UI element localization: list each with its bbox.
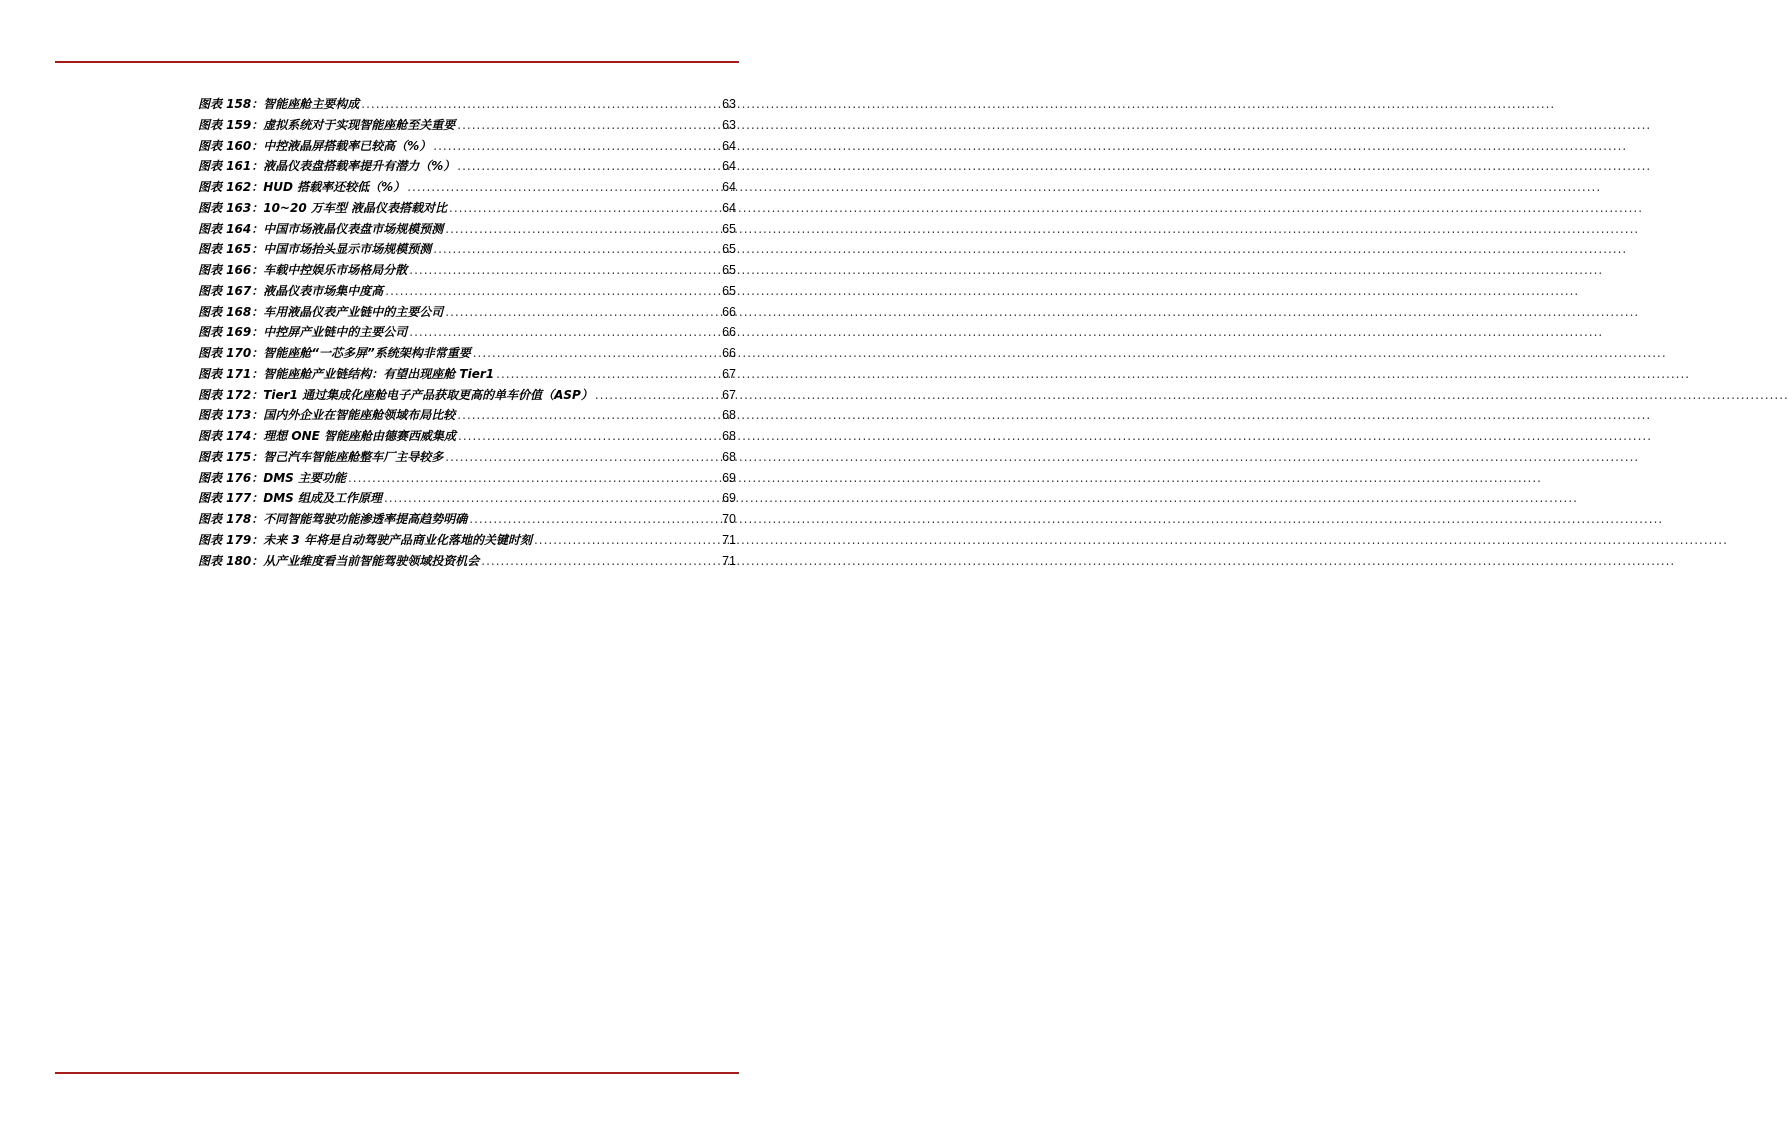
figure-number: 图表 161：	[198, 159, 264, 174]
page-number: 66	[722, 325, 736, 340]
figure-title: Tier1 通过集成化座舱电子产品获取更高的单车价值（ASP）	[263, 387, 593, 402]
toc-entry[interactable]	[198, 116, 736, 137]
figure-number: 图表 171：	[198, 366, 264, 381]
dot-leader	[496, 367, 720, 381]
figure-number: 图表 177：	[198, 491, 264, 506]
page-number: 69	[722, 491, 736, 506]
figure-title: 10~20 万车型 液晶仪表搭载对比	[263, 200, 448, 215]
toc-entry[interactable]	[198, 552, 736, 573]
page-number: 71	[722, 553, 736, 568]
dot-leader	[433, 139, 720, 153]
page-number: 63	[722, 97, 736, 111]
dot-leader	[457, 118, 720, 132]
figure-title: 车载中控娱乐市场格局分散	[263, 263, 408, 277]
page-number: 66	[722, 304, 736, 319]
dot-leader	[361, 97, 720, 111]
header-rule	[55, 61, 739, 63]
page-number: 67	[722, 366, 736, 381]
dot-leader	[481, 554, 720, 568]
figure-title: 中国市场液晶仪表盘市场规模预测	[263, 221, 444, 236]
page-number: 65	[722, 221, 736, 236]
figure-title: 智能座舱“一芯多屏”系统架构非常重要	[263, 346, 471, 360]
toc-entry[interactable]	[198, 199, 736, 220]
figure-number: 图表 166：	[198, 263, 264, 277]
figure-title: HUD 搭载率还较低（%）	[263, 180, 406, 194]
figure-title: 智己汽车智能座舱整车厂主导较多	[263, 449, 444, 464]
figure-title: 虚拟系统对于实现智能座舱至关重要	[263, 117, 456, 132]
page-number: 68	[722, 408, 736, 423]
figure-title: 从产业维度看当前智能驾驶领域投资机会	[263, 553, 480, 568]
figure-number: 图表 165：	[198, 242, 264, 257]
toc-entry[interactable]	[198, 531, 736, 552]
page-number: 65	[722, 263, 736, 277]
dot-leader	[445, 222, 720, 236]
figure-title: 中国市场抬头显示市场规模预测	[263, 242, 432, 257]
dot-leader	[473, 346, 720, 360]
figure-number: 图表 167：	[198, 283, 264, 298]
dot-leader	[384, 491, 720, 505]
toc-entry[interactable]	[198, 406, 736, 427]
dot-leader	[595, 388, 720, 402]
page-number: 68	[722, 449, 736, 464]
figure-number: 图表 160：	[198, 138, 264, 153]
toc-entry[interactable]	[198, 178, 736, 199]
dot-leader	[457, 408, 720, 422]
figure-number: 图表 159：	[198, 117, 264, 132]
figure-number: 图表 162：	[198, 180, 264, 194]
figure-number: 图表 164：	[198, 221, 264, 236]
page-number: 64	[722, 180, 736, 194]
dot-leader	[433, 242, 720, 256]
dot-leader	[457, 159, 720, 173]
toc-entry[interactable]	[198, 95, 736, 116]
page-number: 69	[722, 470, 736, 485]
page-number: 64	[722, 138, 736, 153]
figure-number: 图表 178：	[198, 512, 264, 526]
toc-entry[interactable]	[198, 365, 736, 386]
figure-title: 智能座舱主要构成	[263, 97, 360, 111]
page-number: 70	[722, 512, 736, 526]
toc-entry[interactable]	[198, 510, 736, 531]
figure-title: 理想 ONE 智能座舱由德赛西威集成	[263, 429, 457, 443]
figure-index	[198, 95, 736, 572]
dot-leader	[409, 263, 720, 277]
figure-title: 智能座舱产业链结构：有望出现座舱 Tier1	[263, 366, 495, 381]
toc-entry[interactable]	[198, 344, 736, 365]
figure-title: DMS 组成及工作原理	[263, 491, 382, 506]
page-number: 65	[722, 283, 736, 298]
page-number: 66	[722, 346, 736, 360]
toc-entry[interactable]	[198, 240, 736, 261]
figure-title: 中控液晶屏搭载率已较高（%）	[263, 138, 432, 153]
dot-leader	[469, 512, 720, 526]
toc-entry[interactable]	[198, 489, 736, 510]
figure-number: 图表 169：	[198, 325, 264, 340]
dot-leader	[407, 180, 720, 194]
page-number: 67	[722, 387, 736, 402]
dot-leader	[534, 533, 720, 547]
toc-entry[interactable]	[198, 303, 736, 324]
figure-title: 未来 3 年将是自动驾驶产品商业化落地的关键时刻	[263, 532, 532, 547]
dot-leader	[445, 305, 720, 319]
page-number: 64	[722, 200, 736, 215]
figure-title: DMS 主要功能	[263, 470, 346, 485]
toc-entry[interactable]	[198, 157, 736, 178]
page-number: 64	[722, 159, 736, 174]
toc-entry[interactable]	[198, 137, 736, 158]
figure-number: 图表 158：	[198, 97, 264, 111]
dot-leader	[348, 471, 720, 485]
figure-title: 液晶仪表市场集中度高	[263, 283, 384, 298]
figure-title: 液晶仪表盘搭载率提升有潜力（%）	[263, 159, 456, 174]
figure-title: 中控屏产业链中的主要公司	[263, 325, 408, 340]
dot-leader	[409, 325, 720, 339]
dot-leader	[445, 450, 720, 464]
figure-title: 国内外企业在智能座舱领域布局比较	[263, 408, 456, 423]
figure-number: 图表 174：	[198, 429, 264, 443]
figure-number: 图表 173：	[198, 408, 264, 423]
dot-leader	[458, 429, 720, 443]
figure-number: 图表 180：	[198, 553, 264, 568]
figure-number: 图表 179：	[198, 532, 264, 547]
page-number: 71	[722, 532, 736, 547]
footer-rule	[55, 1072, 739, 1074]
figure-number: 图表 172：	[198, 387, 264, 402]
toc-entry[interactable]	[198, 282, 736, 303]
page-number: 63	[722, 117, 736, 132]
toc-entry[interactable]	[198, 261, 736, 282]
dot-leader	[385, 284, 720, 298]
toc-entry[interactable]	[198, 448, 736, 469]
figure-number: 图表 168：	[198, 304, 264, 319]
page-number: 68	[722, 429, 736, 443]
toc-entry[interactable]	[198, 427, 736, 448]
figure-number: 图表 170：	[198, 346, 264, 360]
page-number: 65	[722, 242, 736, 257]
figure-title: 车用液晶仪表产业链中的主要公司	[263, 304, 444, 319]
toc-entry[interactable]	[198, 469, 736, 490]
toc-entry[interactable]	[198, 386, 736, 407]
figure-title: 不同智能驾驶功能渗透率提高趋势明确	[263, 512, 468, 526]
figure-number: 图表 175：	[198, 449, 264, 464]
toc-entry[interactable]	[198, 323, 736, 344]
figure-number: 图表 176：	[198, 470, 264, 485]
dot-leader	[449, 201, 720, 215]
figure-number: 图表 163：	[198, 200, 264, 215]
toc-entry[interactable]	[198, 220, 736, 241]
